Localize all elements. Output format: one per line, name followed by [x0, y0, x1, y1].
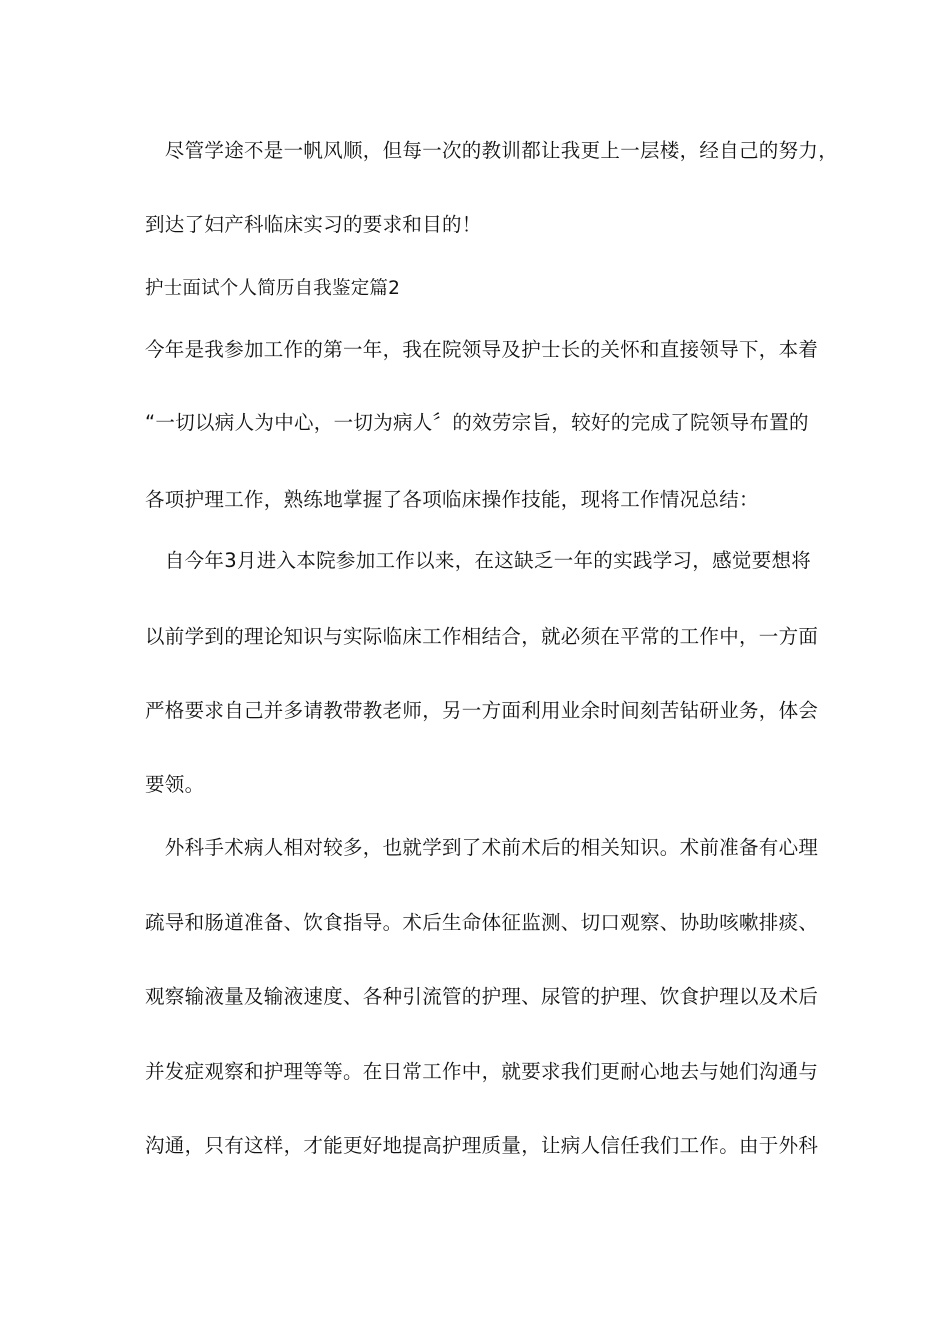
- paragraph-4-line-2: 疏导和肠道准备、饮食指导。术后生命体征监测、切口观察、协助咳嗽排痰、: [145, 911, 819, 934]
- paragraph-1-line-1: 尽管学途不是一帆风顺，但每一次的教训都让我更上一层楼，经自己的努力，: [145, 139, 839, 162]
- section-heading: 护士面试个人简历自我鉴定篇2: [145, 278, 401, 299]
- paragraph-3-line-4: 要领。: [145, 773, 205, 796]
- paragraph-1-line-2: 到达了妇产科临床实习的要求和目的！: [145, 213, 482, 236]
- paragraph-4-line-4: 并发症观察和护理等等。在日常工作中，就要求我们更耐心地去与她们沟通与: [145, 1060, 819, 1083]
- paragraph-2-line-1: 今年是我参加工作的第一年，我在院领导及护士长的关怀和直接领导下，本着: [145, 338, 819, 361]
- paragraph-4-line-3: 观察输液量及输液速度、各种引流管的护理、尿管的护理、饮食护理以及术后: [145, 985, 819, 1008]
- paragraph-3-line-2: 以前学到的理论知识与实际临床工作相结合，就必须在平常的工作中，一方面: [145, 625, 819, 648]
- paragraph-4-line-5: 沟通，只有这样，才能更好地提高护理质量，让病人信任我们工作。由于外科: [145, 1134, 819, 1157]
- paragraph-2-line-3: 各项护理工作，熟练地掌握了各项临床操作技能，现将工作情况总结：: [145, 488, 759, 511]
- paragraph-3-line-1: 自今年3月进入本院参加工作以来，在这缺乏一年的实践学习，感觉要想将: [145, 549, 812, 572]
- paragraph-2-line-2: “一切以病人为中心，一切为病人〞的效劳宗旨，较好的完成了院领导布置的: [145, 411, 809, 434]
- paragraph-4-line-1: 外科手术病人相对较多，也就学到了术前术后的相关知识。术前准备有心理: [145, 836, 819, 859]
- paragraph-3-line-3: 严格要求自己并多请教带教老师，另一方面利用业余时间刻苦钻研业务，体会: [145, 699, 819, 722]
